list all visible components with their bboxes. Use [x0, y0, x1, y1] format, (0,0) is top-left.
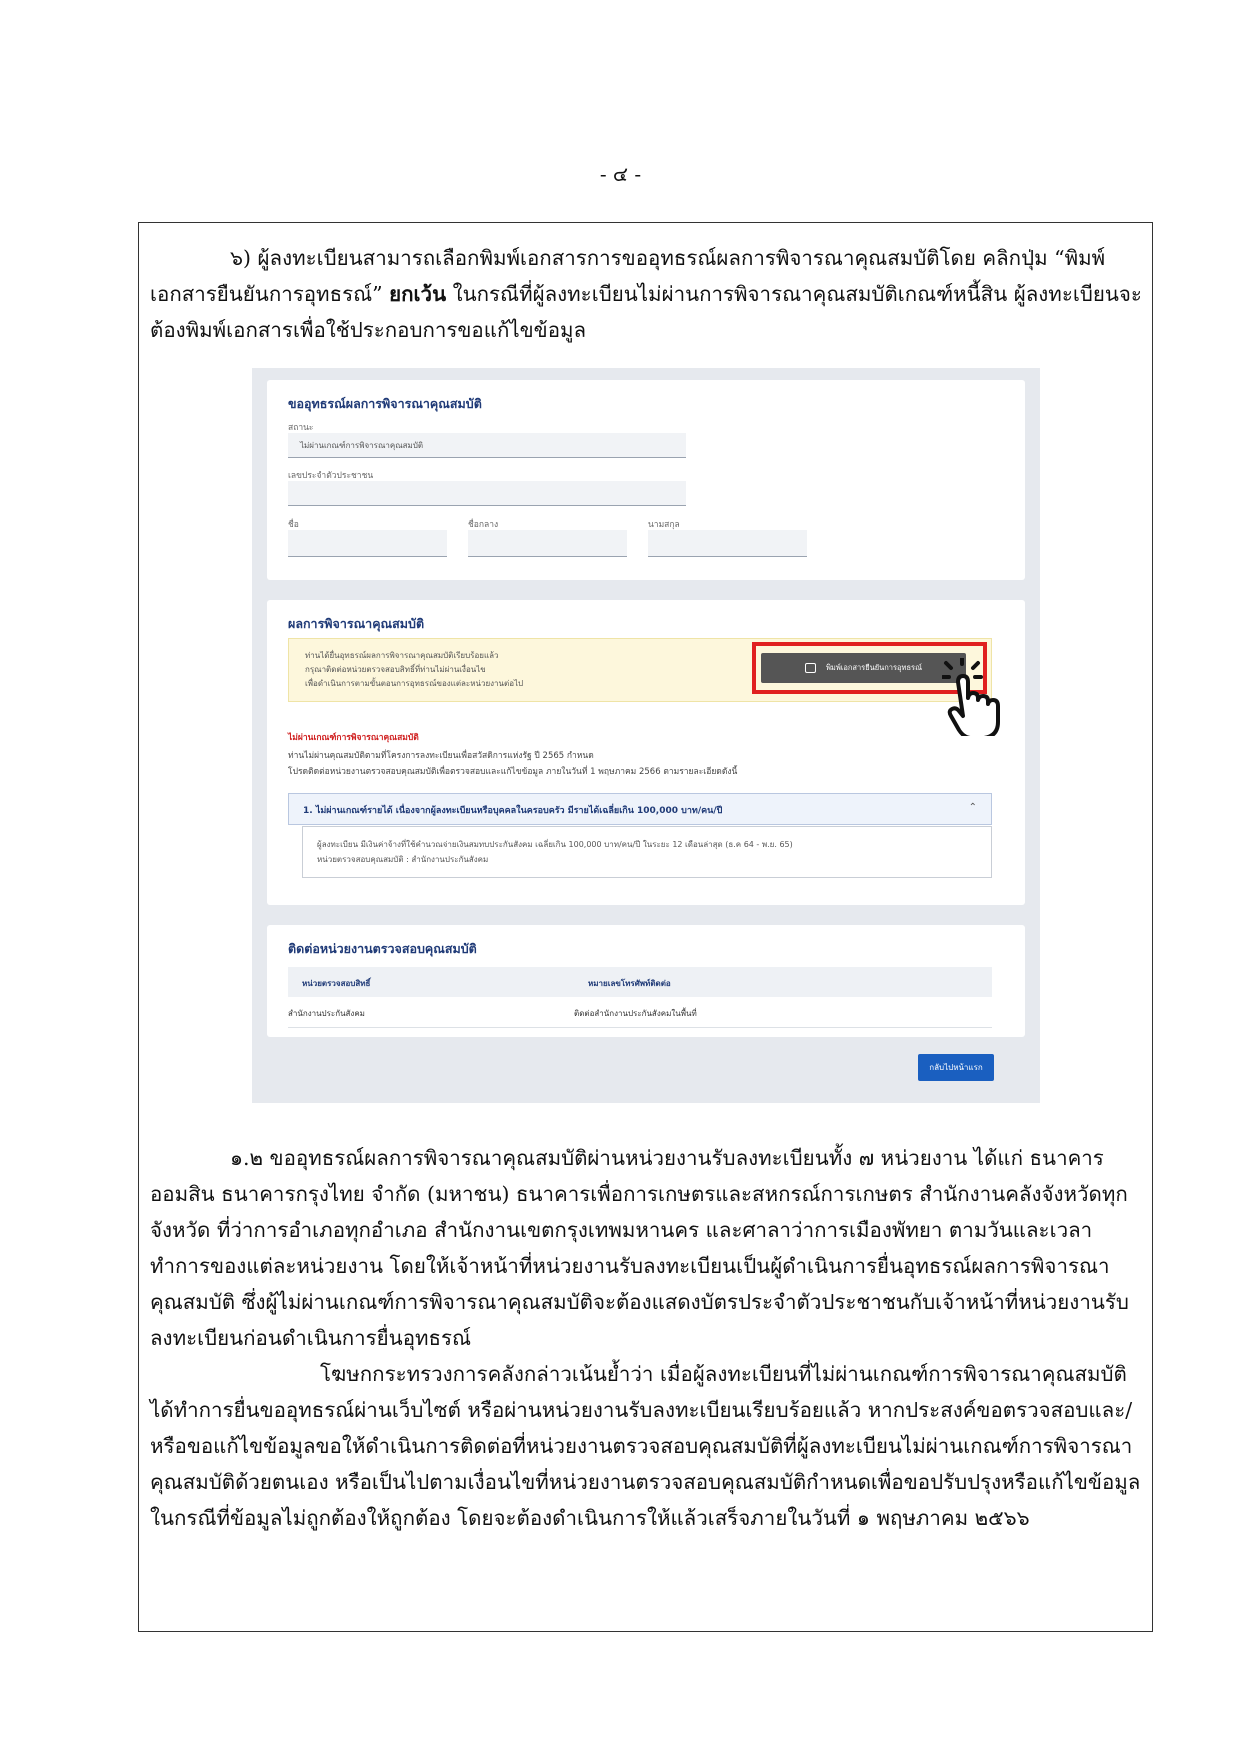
- spokesperson-paragraph: โฆษกกระทรวงการคลังกล่าวเน้นย้ำว่า เมื่อผู้ลงทะเบียนที่ไม่ผ่านเกณฑ์การพิจารณาคุณสมบัติได้ทำการยื่นขออุทธรณ์ผ่านเว็บไซต์ หรือผ่านหน่วยงานรับลงทะเบียนเรียบร้อยแล้ว หากประสงค์ขอตรวจสอบและ/หรือขอแก้ไขข้อมูลขอให้ดำเนินการติดต่อที่หน่วยงานตรวจสอบคุณสมบัติที่ผู้ลงทะเบียนไม่ผ่านเกณฑ์การพิจารณาคุณสมบัติด้วยตนเอง หรือเป็นไปตามเงื่อนไขที่หน่วยงานตรวจสอบคุณสมบัติกำหนดเพื่อขอปรับปรุงหรือแก้ไขข้อมูลในกรณีที่ข้อมูลไม่ถูกต้องให้ถูกต้อง โดยจะต้องดำเนินการให้แล้วเสร็จภายในวันที่ ๑ พฤษภาคม ๒๕๖๖: [150, 1362, 1141, 1530]
- table-cell: สำนักงานประกันสังคม: [288, 1009, 365, 1018]
- last-name-field[interactable]: [648, 530, 807, 557]
- last-name-label: นามสกุล: [648, 520, 680, 530]
- section-1-2-paragraph: ๑.๒ ขออุทธรณ์ผลการพิจารณาคุณสมบัติผ่านหน่วยงานรับลงทะเบียนทั้ง ๗ หน่วยงาน ได้แก่ ธนาคารออมสิน ธนาคารกรุงไทย จำกัด (มหาชน) ธนาคารเพื่อการเกษตรและสหกรณ์การเกษตร สำนักงานคลังจังหวัดทุกจังหวัด ที่ว่าการอำเภอทุกอำเภอ สำนักงานเขตกรุงเทพมหานคร และศาลาว่าการเมืองพัทยา ตามวันและเวลาทำการของแต่ละหน่วยงาน โดยให้เจ้าหน้าที่หน่วยงานรับลงทะเบียนเป็นผู้ดำเนินการยื่นอุทธรณ์ผลการพิจารณาคุณสมบัติ ซึ่งผู้ไม่ผ่านเกณฑ์การพิจารณาคุณสมบัติจะต้องแสดงบัตรประจำตัวประชาชนกับเจ้าหน้าที่หน่วยงานรับลงทะเบียนก่อนดำเนินการยื่นอุทธรณ์: [150, 1146, 1129, 1350]
- notice-line: ท่านได้ยื่นอุทธรณ์ผลการพิจารณาคุณสมบัติเรียบร้อยแล้ว: [305, 651, 499, 660]
- contact-table-header: [288, 967, 992, 997]
- intro-text-after: ในกรณีที่ผู้ลงทะเบียนไม่ผ่านการพิจารณาคุณสมบัติเกณฑ์หนี้สิน ผู้ลงทะเบียนจะต้องพิมพ์เอกสารเพื่อใช้ประกอบการขอแก้ไขข้อมูล: [150, 282, 1142, 342]
- fail-title: ไม่ผ่านเกณฑ์การพิจารณาคุณสมบัติ: [288, 733, 419, 743]
- intro-text: ๖) ผู้ลงทะเบียนสามารถเลือกพิมพ์เอกสารการขออุทธรณ์ผลการพิจารณาคุณสมบัติโดย คลิกปุ่ม “พิมพ์เอกสารยืนยันการอุทธรณ์”: [150, 246, 1106, 306]
- result-card-title: ผลการพิจารณาคุณสมบัติ: [288, 616, 425, 631]
- back-home-button[interactable]: กลับไปหน้าแรก: [918, 1054, 994, 1081]
- table-cell: ติดต่อสำนักงานประกันสังคมในพื้นที่: [574, 1009, 697, 1018]
- print-button-label: พิมพ์เอกสารยืนยันการอุทธรณ์: [825, 663, 923, 672]
- contact-card-title: ติดต่อหน่วยงานตรวจสอบคุณสมบัติ: [288, 941, 477, 956]
- column-header: หมายเลขโทรศัพท์ติดต่อ: [588, 979, 671, 988]
- chevron-up-icon[interactable]: ⌃: [968, 802, 977, 813]
- notice-line: เพื่อดำเนินการตามขั้นตอนการอุทธรณ์ของแต่ละหน่วยงานต่อไป: [305, 679, 524, 688]
- middle-name-label: ชื่อกลาง: [468, 520, 499, 530]
- notice-line: กรุณาติดต่อหน่วยตรวจสอบสิทธิ์ที่ท่านไม่ผ่านเงื่อนไข: [305, 665, 486, 674]
- accordion-detail: ผู้ลงทะเบียน มีเงินค่าจ้างที่ใช้คำนวณจ่ายเงินสมทบประกันสังคม เฉลี่ยเกิน 100,000 บาท/คน/ปี ในระยะ 12 เดือนล่าสุด (ธ.ค 64 - พ.ย. 65): [317, 840, 793, 849]
- id-label: เลขประจำตัวประชาชน: [288, 471, 374, 481]
- income-accordion[interactable]: [288, 793, 992, 825]
- accordion-title: 1. ไม่ผ่านเกณฑ์รายได้ เนื่องจากผู้ลงทะเบียนหรือบุคคลในครอบครัว มีรายได้เฉลี่ยเกิน 100,000 บาท/คน/ปี: [303, 806, 723, 816]
- accordion-body: [302, 826, 992, 878]
- appeal-card: [267, 380, 1025, 580]
- intro-bold-except: ยกเว้น: [389, 282, 447, 306]
- page-number: - ๔ -: [599, 162, 642, 186]
- table-row: [288, 997, 992, 1028]
- fail-line: ท่านไม่ผ่านคุณสมบัติตามที่โครงการลงทะเบียนเพื่อสวัสดิการแห่งรัฐ ปี 2565 กำหนด: [288, 751, 594, 761]
- id-field[interactable]: [288, 481, 686, 506]
- column-header: หน่วยตรวจสอบสิทธิ์: [302, 979, 371, 988]
- middle-name-field[interactable]: [468, 530, 627, 557]
- accordion-detail: หน่วยตรวจสอบคุณสมบัติ : สำนักงานประกันสังคม: [317, 855, 489, 864]
- first-name-field[interactable]: [288, 530, 447, 557]
- section-1-2: [150, 1140, 1142, 1536]
- appeal-screenshot: [252, 368, 1040, 1103]
- hand-pointer-icon: [942, 658, 1002, 736]
- status-label: สถานะ: [288, 423, 314, 433]
- fail-line: โปรดติดต่อหน่วยงานตรวจสอบคุณสมบัติเพื่อตรวจสอบและแก้ไขข้อมูล ภายในวันที่ 1 พฤษภาคม 2566 ตามรายละเอียดดังนี้: [288, 767, 738, 777]
- intro-paragraph: [150, 240, 1142, 348]
- status-field[interactable]: ไม่ผ่านเกณฑ์การพิจารณาคุณสมบัติ: [288, 433, 686, 458]
- appeal-card-title: ขออุทธรณ์ผลการพิจารณาคุณสมบัติ: [288, 396, 482, 411]
- first-name-label: ชื่อ: [288, 520, 299, 530]
